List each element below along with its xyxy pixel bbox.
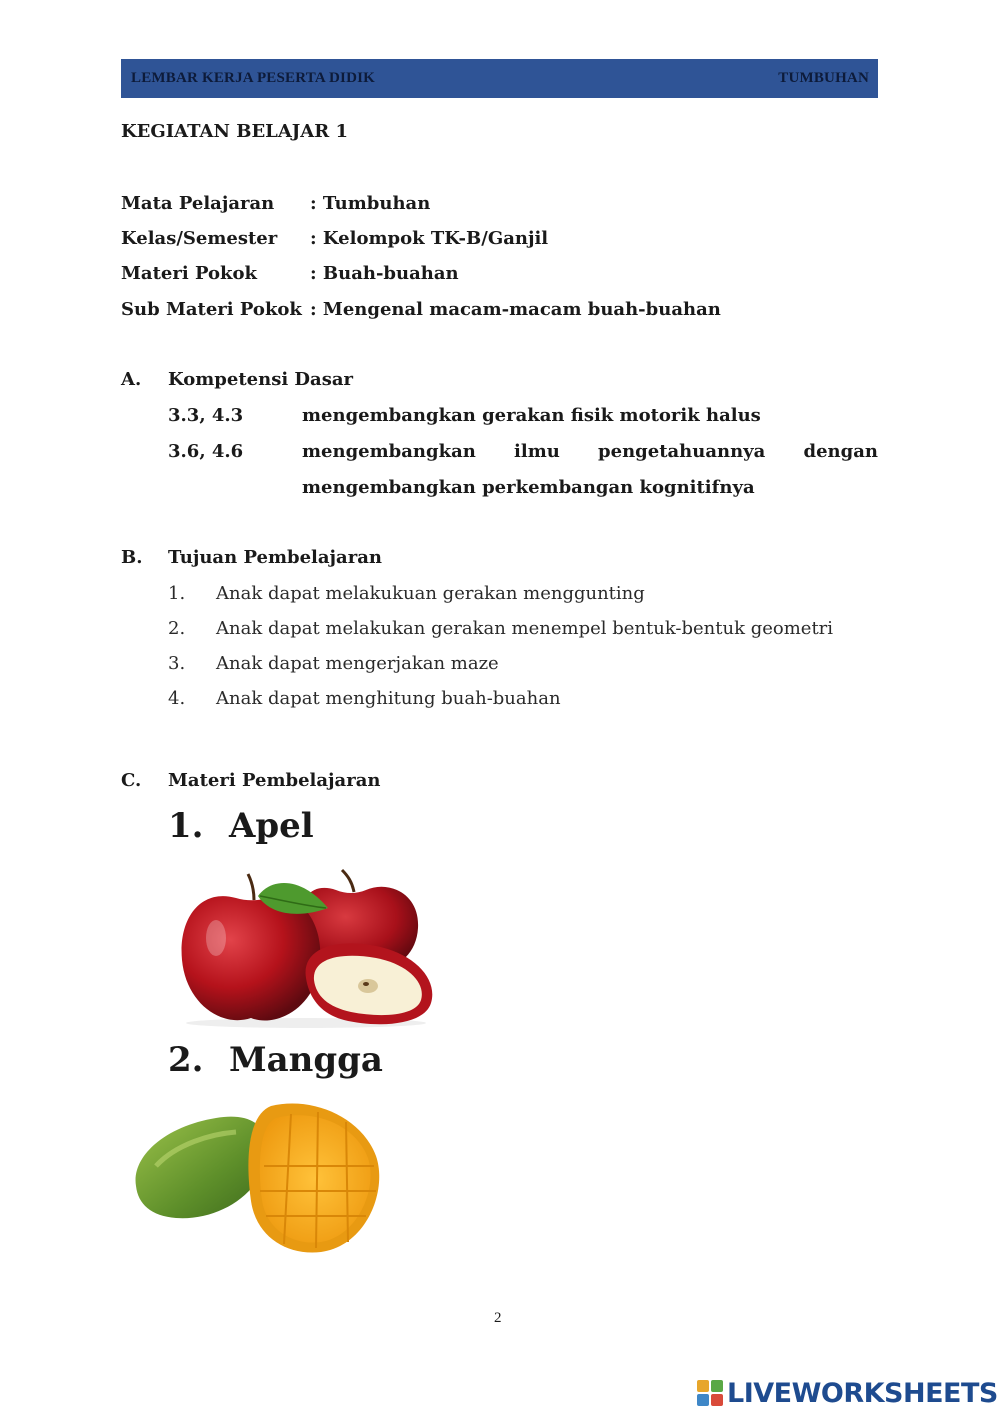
apple-half: [306, 943, 433, 1024]
competency-code: 3.3, 4.3: [168, 405, 244, 426]
fruit-number: 1.: [168, 806, 204, 846]
liveworksheets-logo: [697, 1376, 998, 1410]
objective-text: Anak dapat melakukuan gerakan menggunting: [216, 583, 645, 604]
section-c-letter: C.: [121, 770, 142, 791]
competency-text-cont: mengembangkan perkembangan kognitifnya: [302, 477, 755, 498]
word: dengan: [803, 441, 878, 462]
info-value: : Tumbuhan: [310, 193, 431, 214]
info-value: : Kelompok TK-B/Ganjil: [310, 228, 549, 249]
mango-whole: [136, 1117, 267, 1219]
info-label: Sub Materi Pokok: [121, 299, 302, 320]
section-a-letter: A.: [121, 369, 142, 390]
word: ilmu: [514, 441, 560, 462]
header-banner: [121, 59, 878, 98]
mango-cut: [248, 1103, 379, 1252]
page-number: 2: [494, 1310, 502, 1326]
word: mengembangkan: [302, 441, 476, 462]
objective-number: 3.: [168, 653, 186, 674]
objective-text: Anak dapat melakukan gerakan menempel bentuk-bentuk geometri: [216, 618, 834, 639]
header-left: LEMBAR KERJA PESERTA DIDIK: [131, 70, 376, 86]
fruit-name: Mangga: [229, 1040, 383, 1080]
section-b-letter: B.: [121, 547, 143, 568]
apple-image: [176, 868, 438, 1028]
info-value: : Mengenal macam-macam buah-buahan: [310, 299, 721, 320]
liveworksheets-icon: [697, 1380, 723, 1406]
objective-text: Anak dapat menghitung buah-buahan: [216, 688, 561, 709]
objective-number: 2.: [168, 618, 186, 639]
competency-code: 3.6, 4.6: [168, 441, 244, 462]
competency-text: mengembangkan gerakan fisik motorik halus: [302, 405, 761, 426]
section-a-title: Kompetensi Dasar: [168, 369, 353, 390]
objective-text: Anak dapat mengerjakan maze: [216, 653, 499, 674]
competency-text-justified: [302, 441, 878, 462]
section-title: KEGIATAN BELAJAR 1: [121, 121, 349, 142]
word: pengetahuannya: [598, 441, 766, 462]
info-label: Mata Pelajaran: [121, 193, 275, 214]
section-c-title: Materi Pembelajaran: [168, 770, 381, 791]
info-value: : Buah-buahan: [310, 263, 459, 284]
watermark-text: LIVEWORKSHEETS: [727, 1377, 998, 1409]
section-b-title: Tujuan Pembelajaran: [168, 547, 382, 568]
info-label: Kelas/Semester: [121, 228, 278, 249]
mango-image: [126, 1096, 388, 1258]
objective-number: 4.: [168, 688, 186, 709]
header-right: TUMBUHAN: [778, 70, 869, 86]
fruit-number: 2.: [168, 1040, 204, 1080]
fruit-name: Apel: [229, 806, 314, 846]
objective-number: 1.: [168, 583, 186, 604]
info-label: Materi Pokok: [121, 263, 257, 284]
